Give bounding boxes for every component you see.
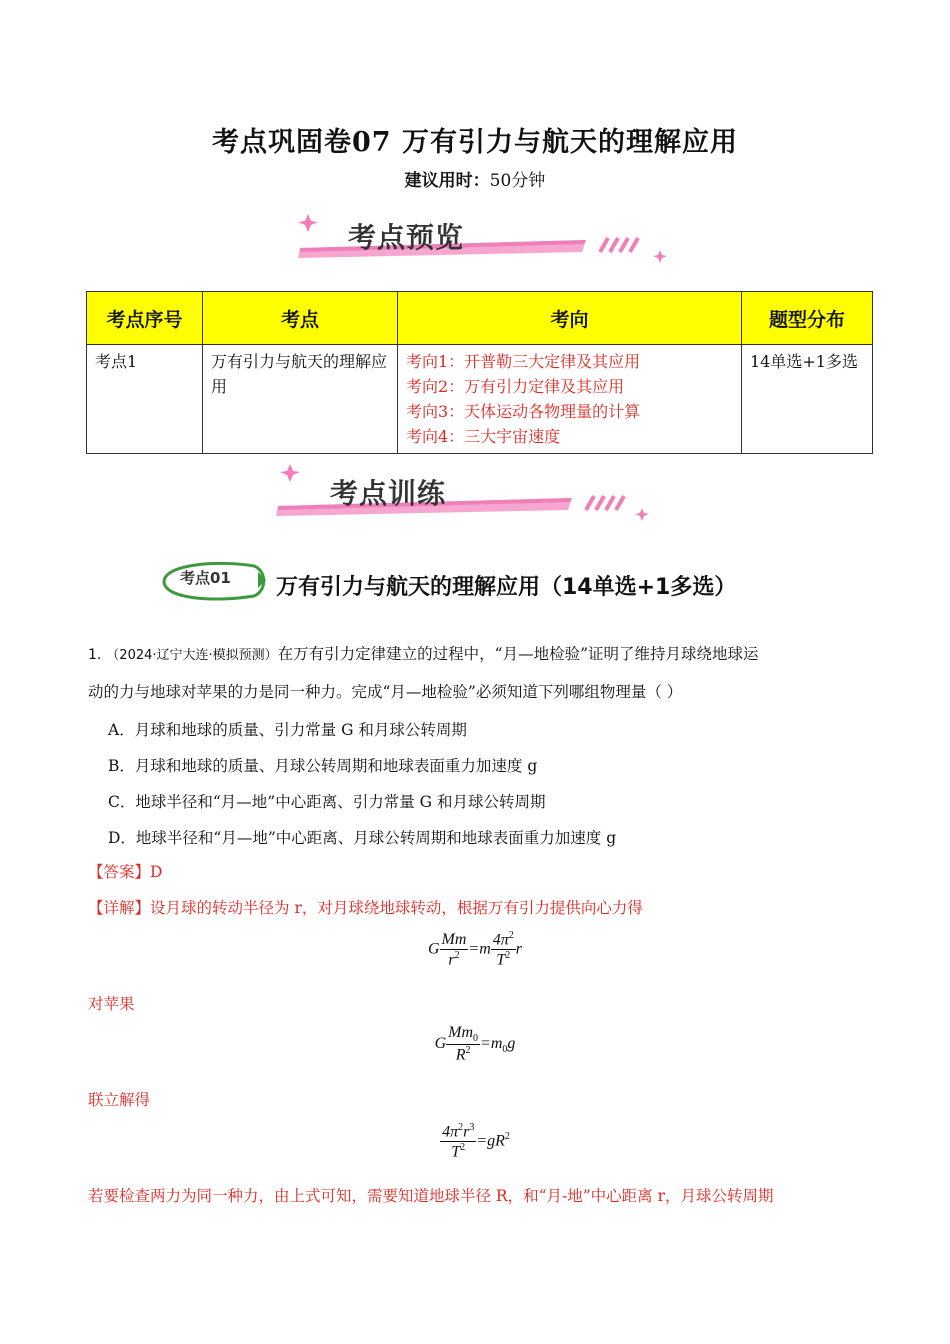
suggested-time-label: 建议用时： [404,171,490,191]
banner-overview [290,204,670,268]
option-d: D．地球半径和“月—地”中心距离、月球公转周期和地球表面重力加速度 g [108,829,617,847]
direction-item: 考向1：开普勒三大定律及其应用 [406,352,641,371]
banner-decoration [272,462,652,526]
col-header-direction: 考向 [398,292,742,345]
section-title: 万有引力与航天的理解应用（14单选+1多选） [276,575,737,600]
direction-item: 考向2：万有引力定律及其应用 [406,377,625,396]
page-title: 考点巩固卷07 万有引力与航天的理解应用 [212,127,738,158]
question-line-1 [88,644,759,666]
apple-line: 对苹果 [88,995,135,1013]
detail-label: 【详解】 [88,899,151,917]
banner-decoration [290,204,670,268]
suggested-time-value: 50分钟 [489,171,546,191]
option-b: B．月球和地球的质量、月球公转周期和地球表面重力加速度 g [108,757,538,775]
question-stem-2: 动的力与地球对苹果的力是同一种力。完成“月—地检验”必须知道下列哪组物理量（ ） [88,683,683,701]
section-badge [158,556,270,604]
suggested-time [0,166,950,191]
direction-item: 考向3：天体运动各物理量的计算 [406,402,641,421]
cell-topic: 万有引力与航天的理解应用 [203,345,398,454]
cell-index: 考点1 [87,345,203,454]
banner-training-text: 考点训练 [330,477,447,510]
table-row [87,345,873,454]
col-header-index: 考点序号 [87,292,203,345]
overview-table [86,291,873,454]
formula-2: G $\frac{Mm_0}{R^2}$ $=m_0g$ [434,1024,516,1064]
formula-1: G $\frac{Mm}{r^2}$ =m $\frac{4\pi^2}{T^2}$ r [427,930,523,969]
question-source: （2024·辽宁大连·模拟预测） [106,648,278,663]
combine-line: 联立解得 [88,1091,151,1109]
question-stem-1: 在万有引力定律建立的过程中，“月—地检验”证明了维持月球绕地球运 [277,645,759,663]
table-header-row [87,292,873,345]
detail-line [88,898,643,918]
col-header-distribution: 题型分布 [742,292,873,345]
col-header-topic: 考点 [203,292,398,345]
question-number: 1. [88,647,102,663]
conclusion-line: 若要检查两力为同一种力，由上式可知，需要知道地球半径 R，和“月-地”中心距离 r，月球公转周期 [88,1187,774,1205]
cell-distribution: 14单选+1多选 [742,345,873,454]
direction-item: 考向4：三大宇宙速度 [406,427,561,446]
option-a: A．月球和地球的质量、引力常量 G 和月球公转周期 [108,721,467,739]
cell-directions [398,345,742,454]
option-c: C．地球半径和“月—地”中心距离、引力常量 G 和月球公转周期 [108,793,546,811]
banner-overview-text: 考点预览 [348,221,465,254]
detail-text: 设月球的转动半径为 r，对月球绕地球转动，根据万有引力提供向心力得 [150,899,643,917]
section-badge-text: 考点01 [180,569,231,587]
banner-training [272,462,652,526]
formula-3: $\frac{4\pi^2r^3}{T^2}$ $=gR^2$ [442,1122,510,1161]
answer-line: 【答案】D [88,863,163,881]
